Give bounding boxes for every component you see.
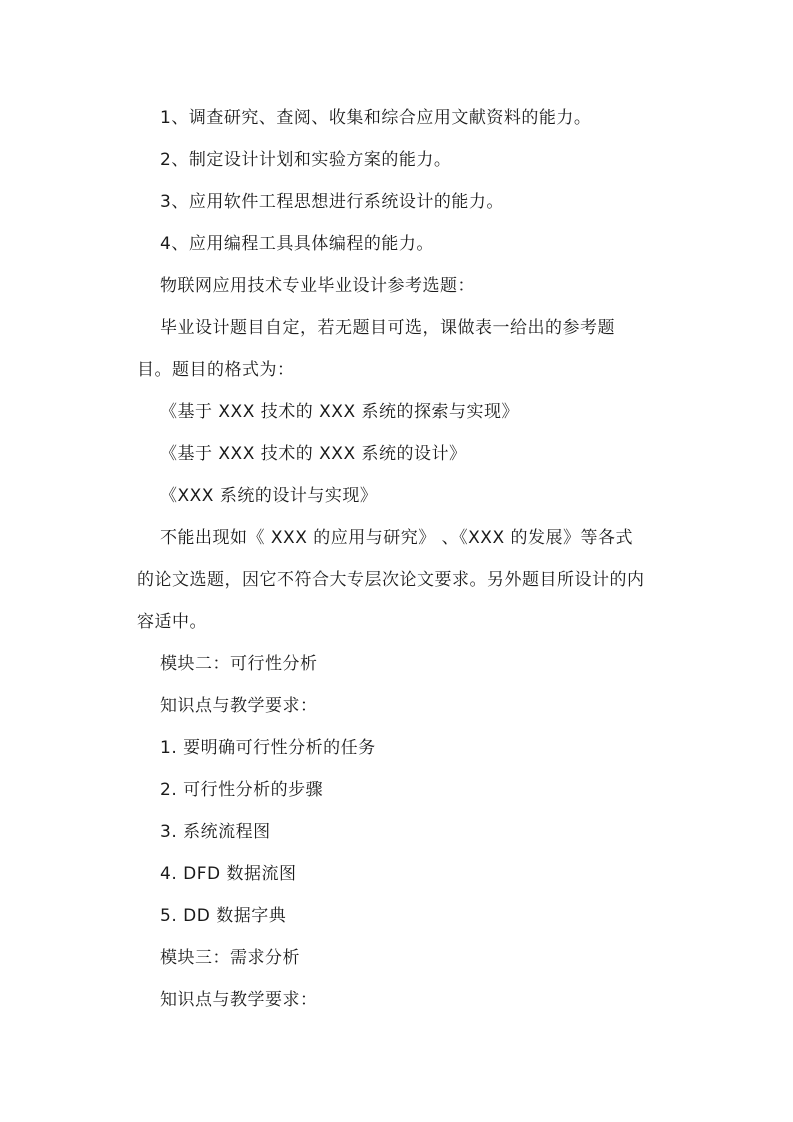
title-format-3: 《XXX 系统的设计与实现》 <box>160 486 378 506</box>
module-2-knowledge-heading: 知识点与教学要求： <box>160 696 318 716</box>
requirement-item-3: 3、应用软件工程思想进行系统设计的能力。 <box>160 192 504 212</box>
restriction-paragraph-line-1: 不能出现如《 XXX 的应用与研究》 、《XXX 的发展》等各式 <box>160 528 633 548</box>
topics-paragraph-line-2: 目。题目的格式为： <box>137 360 295 380</box>
restriction-paragraph-line-3: 容适中。 <box>137 612 207 632</box>
module-2-heading: 模块二：可行性分析 <box>160 654 318 674</box>
module-3-knowledge-heading: 知识点与教学要求： <box>160 990 318 1010</box>
requirement-item-2: 2、制定设计计划和实验方案的能力。 <box>160 150 452 170</box>
topics-heading: 物联网应用技术专业毕业设计参考选题： <box>160 276 475 296</box>
requirement-item-1: 1、调查研究、查阅、收集和综合应用文献资料的能力。 <box>160 108 592 128</box>
module-2-item-2: 2. 可行性分析的步骤 <box>160 780 324 800</box>
requirement-item-4: 4、应用编程工具具体编程的能力。 <box>160 234 434 254</box>
restriction-paragraph-line-2: 的论文选题，因它不符合大专层次论文要求。另外题目所设计的内 <box>137 570 645 590</box>
module-2-item-5: 5. DD 数据字典 <box>160 906 287 926</box>
module-3-heading: 模块三：需求分析 <box>160 948 300 968</box>
topics-paragraph-line-1: 毕业设计题目自定，若无题目可选，课做表一给出的参考题 <box>160 318 615 338</box>
module-2-item-1: 1. 要明确可行性分析的任务 <box>160 738 376 758</box>
module-2-item-3: 3. 系统流程图 <box>160 822 271 842</box>
title-format-1: 《基于 XXX 技术的 XXX 系统的探索与实现》 <box>160 402 519 422</box>
module-2-item-4: 4. DFD 数据流图 <box>160 864 297 884</box>
title-format-2: 《基于 XXX 技术的 XXX 系统的设计》 <box>160 444 467 464</box>
